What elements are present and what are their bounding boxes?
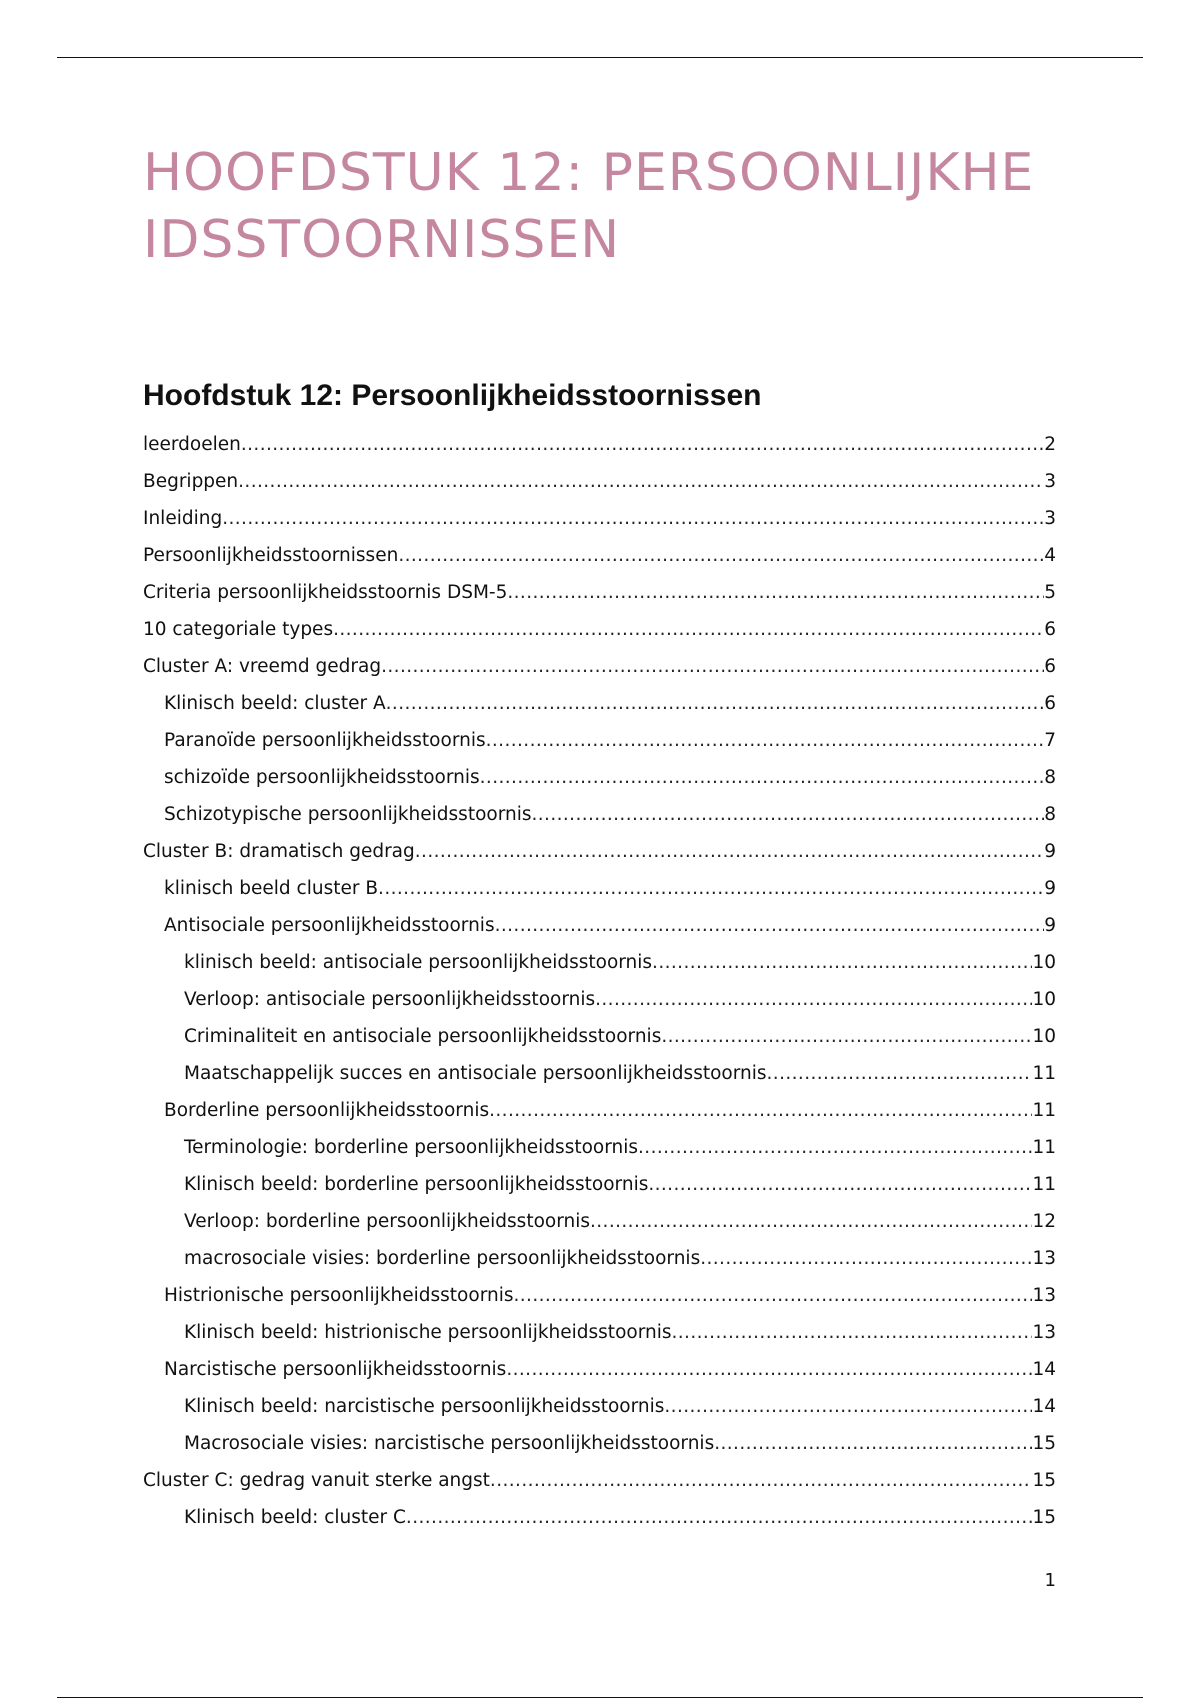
toc-entry[interactable] bbox=[143, 944, 1056, 981]
toc-dot-leader bbox=[648, 1166, 1032, 1203]
toc-entry-page: 4 bbox=[1044, 545, 1056, 566]
toc-entry-page: 6 bbox=[1044, 656, 1056, 677]
toc-dot-leader bbox=[661, 1018, 1032, 1055]
toc-entry-page: 13 bbox=[1032, 1322, 1056, 1343]
toc-entry-page: 15 bbox=[1032, 1433, 1056, 1454]
page-title: HOOFDSTUK 12: PERSOONLIJKHEIDSSTOORNISSEN bbox=[143, 143, 1035, 270]
toc-entry[interactable] bbox=[143, 611, 1056, 648]
toc-entry[interactable] bbox=[143, 870, 1056, 907]
toc-dot-leader bbox=[714, 1425, 1032, 1462]
toc-entry[interactable] bbox=[143, 1388, 1056, 1425]
toc-entry[interactable] bbox=[143, 500, 1056, 537]
toc-entry[interactable] bbox=[143, 1166, 1056, 1203]
toc-heading: Hoofdstuk 12: Persoonlijkheidsstoornissen bbox=[143, 379, 762, 412]
toc-entry-label: Paranoïde persoonlijkheidsstoornis bbox=[164, 730, 486, 751]
toc-entry[interactable] bbox=[143, 1018, 1056, 1055]
toc-entry-page: 3 bbox=[1044, 471, 1056, 492]
toc-entry[interactable] bbox=[143, 1462, 1056, 1499]
toc-entry-page: 15 bbox=[1032, 1507, 1056, 1528]
toc-entry-label: Verloop: borderline persoonlijkheidsstoornis bbox=[184, 1211, 590, 1232]
footer-rule bbox=[57, 1697, 1143, 1698]
toc-entry-label: Narcistische persoonlijkheidsstoornis bbox=[164, 1359, 507, 1380]
toc-entry-page: 7 bbox=[1044, 730, 1056, 751]
toc-entry-page: 12 bbox=[1032, 1211, 1056, 1232]
toc-dot-leader bbox=[590, 1203, 1032, 1240]
toc-entry-page: 6 bbox=[1044, 693, 1056, 714]
toc-entry-label: Klinisch beeld: cluster C bbox=[184, 1507, 406, 1528]
toc-entry-label: Histrionische persoonlijkheidsstoornis bbox=[164, 1285, 514, 1306]
toc-dot-leader bbox=[386, 685, 1045, 722]
toc-entry[interactable] bbox=[143, 685, 1056, 722]
toc-entry-label: Cluster B: dramatisch gedrag bbox=[143, 841, 415, 862]
toc-entry-page: 14 bbox=[1032, 1396, 1056, 1417]
toc-entry-page: 6 bbox=[1044, 619, 1056, 640]
toc-entry-page: 13 bbox=[1032, 1248, 1056, 1269]
toc-entry-page: 13 bbox=[1032, 1285, 1056, 1306]
toc-entry[interactable] bbox=[143, 759, 1056, 796]
toc-dot-leader bbox=[489, 1092, 1032, 1129]
toc-entry-label: Begrippen bbox=[143, 471, 239, 492]
toc-dot-leader bbox=[490, 1462, 1033, 1499]
toc-entry-label: Cluster A: vreemd gedrag bbox=[143, 656, 382, 677]
toc-entry[interactable] bbox=[143, 426, 1056, 463]
toc-entry-page: 2 bbox=[1044, 434, 1056, 455]
toc-dot-leader bbox=[652, 944, 1032, 981]
toc-entry-label: leerdoelen bbox=[143, 434, 241, 455]
toc-dot-leader bbox=[767, 1055, 1033, 1092]
toc-entry-label: macrosociale visies: borderline persoonlijkheidsstoornis bbox=[184, 1248, 701, 1269]
toc-entry-label: Klinisch beeld: borderline persoonlijkheidsstoornis bbox=[184, 1174, 649, 1195]
toc-entry[interactable] bbox=[143, 1129, 1056, 1166]
toc-dot-leader bbox=[415, 833, 1044, 870]
toc-dot-leader bbox=[241, 426, 1044, 463]
toc-entry[interactable] bbox=[143, 537, 1056, 574]
toc-entry[interactable] bbox=[143, 833, 1056, 870]
toc-entry[interactable] bbox=[143, 722, 1056, 759]
toc-entry-label: Criteria persoonlijkheidsstoornis DSM-5 bbox=[143, 582, 508, 603]
toc-dot-leader bbox=[700, 1240, 1032, 1277]
toc-dot-leader bbox=[664, 1388, 1032, 1425]
toc-entry-label: Inleiding bbox=[143, 508, 223, 529]
toc-dot-leader bbox=[506, 1351, 1032, 1388]
toc-entry-page: 8 bbox=[1044, 767, 1056, 788]
toc-entry[interactable] bbox=[143, 796, 1056, 833]
toc-entry[interactable] bbox=[143, 1314, 1056, 1351]
toc-dot-leader bbox=[507, 574, 1044, 611]
toc-dot-leader bbox=[381, 648, 1044, 685]
toc-entry-label: Schizotypische persoonlijkheidsstoornis bbox=[164, 804, 532, 825]
toc-entry-label: Klinisch beeld: histrionische persoonlijkheidsstoornis bbox=[184, 1322, 672, 1343]
toc-entry[interactable] bbox=[143, 1092, 1056, 1129]
toc-entry-page: 15 bbox=[1032, 1470, 1056, 1491]
toc-dot-leader bbox=[406, 1499, 1033, 1536]
toc-entry-page: 14 bbox=[1032, 1359, 1056, 1380]
toc-entry-page: 9 bbox=[1044, 878, 1056, 899]
toc-entry[interactable] bbox=[143, 1203, 1056, 1240]
toc-entry-label: Klinisch beeld: cluster A bbox=[164, 693, 386, 714]
toc-dot-leader bbox=[672, 1314, 1033, 1351]
toc-dot-leader bbox=[480, 759, 1045, 796]
table-of-contents bbox=[143, 426, 1056, 1536]
toc-entry-page: 10 bbox=[1032, 989, 1056, 1010]
toc-entry-label: Klinisch beeld: narcistische persoonlijkheidsstoornis bbox=[184, 1396, 665, 1417]
toc-dot-leader bbox=[398, 537, 1044, 574]
toc-entry-label: Criminaliteit en antisociale persoonlijkheidsstoornis bbox=[184, 1026, 662, 1047]
toc-entry[interactable] bbox=[143, 907, 1056, 944]
toc-dot-leader bbox=[532, 796, 1045, 833]
toc-entry-label: Verloop: antisociale persoonlijkheidsstoornis bbox=[184, 989, 596, 1010]
toc-entry[interactable] bbox=[143, 1277, 1056, 1314]
toc-dot-leader bbox=[333, 611, 1044, 648]
toc-entry-page: 11 bbox=[1032, 1100, 1056, 1121]
toc-dot-leader bbox=[513, 1277, 1032, 1314]
toc-entry[interactable] bbox=[143, 574, 1056, 611]
toc-entry-label: Terminologie: borderline persoonlijkheidsstoornis bbox=[184, 1137, 639, 1158]
toc-entry[interactable] bbox=[143, 648, 1056, 685]
toc-entry-page: 5 bbox=[1044, 582, 1056, 603]
toc-entry-page: 11 bbox=[1032, 1137, 1056, 1158]
toc-entry-label: Maatschappelijk succes en antisociale persoonlijkheidsstoornis bbox=[184, 1063, 767, 1084]
toc-entry-label: Borderline persoonlijkheidsstoornis bbox=[164, 1100, 490, 1121]
toc-dot-leader bbox=[638, 1129, 1032, 1166]
toc-dot-leader bbox=[495, 907, 1045, 944]
toc-entry-page: 3 bbox=[1044, 508, 1056, 529]
toc-dot-leader bbox=[486, 722, 1045, 759]
toc-entry[interactable] bbox=[143, 1351, 1056, 1388]
toc-dot-leader bbox=[378, 870, 1044, 907]
toc-entry-page: 10 bbox=[1032, 952, 1056, 973]
toc-entry-page: 9 bbox=[1044, 915, 1056, 936]
toc-entry[interactable] bbox=[143, 1499, 1056, 1536]
toc-entry-label: klinisch beeld cluster B bbox=[164, 878, 379, 899]
toc-entry-label: Antisociale persoonlijkheidsstoornis bbox=[164, 915, 495, 936]
toc-entry-page: 11 bbox=[1032, 1063, 1056, 1084]
toc-entry-label: Persoonlijkheidsstoornissen bbox=[143, 545, 399, 566]
toc-entry-label: Cluster C: gedrag vanuit sterke angst bbox=[143, 1470, 490, 1491]
toc-entry[interactable] bbox=[143, 1425, 1056, 1462]
toc-entry-page: 9 bbox=[1044, 841, 1056, 862]
toc-entry[interactable] bbox=[143, 981, 1056, 1018]
toc-dot-leader bbox=[222, 500, 1044, 537]
toc-entry-page: 8 bbox=[1044, 804, 1056, 825]
header-rule bbox=[57, 57, 1143, 58]
toc-entry[interactable] bbox=[143, 1055, 1056, 1092]
page-number: 1 bbox=[1044, 1570, 1056, 1591]
toc-entry-label: Macrosociale visies: narcistische persoonlijkheidsstoornis bbox=[184, 1433, 715, 1454]
toc-entry-label: klinisch beeld: antisociale persoonlijkheidsstoornis bbox=[184, 952, 653, 973]
toc-entry[interactable] bbox=[143, 1240, 1056, 1277]
toc-dot-leader bbox=[238, 463, 1044, 500]
toc-entry-page: 11 bbox=[1032, 1174, 1056, 1195]
toc-entry-label: 10 categoriale types bbox=[143, 619, 334, 640]
toc-entry-page: 10 bbox=[1032, 1026, 1056, 1047]
toc-dot-leader bbox=[595, 981, 1032, 1018]
toc-entry-label: schizoïde persoonlijkheidsstoornis bbox=[164, 767, 480, 788]
toc-entry[interactable] bbox=[143, 463, 1056, 500]
